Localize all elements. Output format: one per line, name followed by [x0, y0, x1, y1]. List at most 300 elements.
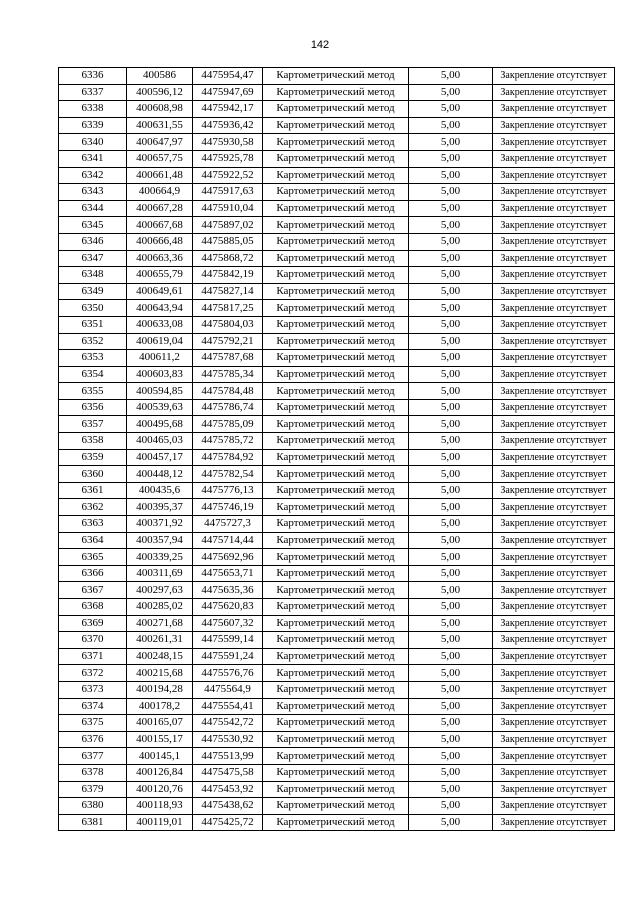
fixing-cell: Закрепление отсутствует	[493, 764, 615, 781]
table-row	[59, 681, 615, 698]
y-coordinate-cell: 4475804,03	[193, 316, 263, 333]
x-coordinate-cell: 400194,28	[127, 681, 193, 698]
fixing-cell: Закрепление отсутствует	[493, 482, 615, 499]
fixing-cell: Закрепление отсутствует	[493, 731, 615, 748]
accuracy-cell: 5,00	[409, 233, 493, 250]
accuracy-cell: 5,00	[409, 482, 493, 499]
x-coordinate-cell: 400649,61	[127, 283, 193, 300]
point-number-cell: 6341	[59, 150, 127, 167]
fixing-cell: Закрепление отсутствует	[493, 200, 615, 217]
fixing-cell: Закрепление отсутствует	[493, 316, 615, 333]
fixing-cell: Закрепление отсутствует	[493, 433, 615, 450]
fixing-cell: Закрепление отсутствует	[493, 632, 615, 649]
accuracy-cell: 5,00	[409, 433, 493, 450]
y-coordinate-cell: 4475786,74	[193, 399, 263, 416]
x-coordinate-cell: 400155,17	[127, 731, 193, 748]
x-coordinate-cell: 400118,93	[127, 798, 193, 815]
point-number-cell: 6345	[59, 217, 127, 234]
y-coordinate-cell: 4475453,92	[193, 781, 263, 798]
accuracy-cell: 5,00	[409, 565, 493, 582]
table-row	[59, 300, 615, 317]
y-coordinate-cell: 4475776,13	[193, 482, 263, 499]
y-coordinate-cell: 4475827,14	[193, 283, 263, 300]
accuracy-cell: 5,00	[409, 300, 493, 317]
accuracy-cell: 5,00	[409, 333, 493, 350]
accuracy-cell: 5,00	[409, 715, 493, 732]
x-coordinate-cell: 400661,48	[127, 167, 193, 184]
x-coordinate-cell: 400178,2	[127, 698, 193, 715]
fixing-cell: Закрепление отсутствует	[493, 466, 615, 483]
method-cell: Картометрический метод	[263, 250, 409, 267]
table-row	[59, 399, 615, 416]
y-coordinate-cell: 4475868,72	[193, 250, 263, 267]
accuracy-cell: 5,00	[409, 648, 493, 665]
table-row	[59, 781, 615, 798]
method-cell: Картометрический метод	[263, 665, 409, 682]
method-cell: Картометрический метод	[263, 565, 409, 582]
table-row	[59, 648, 615, 665]
point-number-cell: 6352	[59, 333, 127, 350]
x-coordinate-cell: 400647,97	[127, 134, 193, 151]
table-row	[59, 565, 615, 582]
y-coordinate-cell: 4475785,72	[193, 433, 263, 450]
y-coordinate-cell: 4475599,14	[193, 632, 263, 649]
accuracy-cell: 5,00	[409, 748, 493, 765]
x-coordinate-cell: 400285,02	[127, 599, 193, 616]
fixing-cell: Закрепление отсутствует	[493, 565, 615, 582]
method-cell: Картометрический метод	[263, 698, 409, 715]
y-coordinate-cell: 4475942,17	[193, 101, 263, 118]
table-row	[59, 748, 615, 765]
table-row	[59, 449, 615, 466]
point-number-cell: 6347	[59, 250, 127, 267]
fixing-cell: Закрепление отсутствует	[493, 117, 615, 134]
point-number-cell: 6354	[59, 366, 127, 383]
method-cell: Картометрический метод	[263, 582, 409, 599]
x-coordinate-cell: 400311,69	[127, 565, 193, 582]
table-row	[59, 267, 615, 284]
fixing-cell: Закрепление отсутствует	[493, 582, 615, 599]
fixing-cell: Закрепление отсутствует	[493, 715, 615, 732]
x-coordinate-cell: 400271,68	[127, 615, 193, 632]
method-cell: Картометрический метод	[263, 150, 409, 167]
x-coordinate-cell: 400633,08	[127, 316, 193, 333]
y-coordinate-cell: 4475438,62	[193, 798, 263, 815]
fixing-cell: Закрепление отсутствует	[493, 698, 615, 715]
fixing-cell: Закрепление отсутствует	[493, 350, 615, 367]
y-coordinate-cell: 4475936,42	[193, 117, 263, 134]
method-cell: Картометрический метод	[263, 648, 409, 665]
table-row	[59, 333, 615, 350]
fixing-cell: Закрепление отсутствует	[493, 532, 615, 549]
accuracy-cell: 5,00	[409, 731, 493, 748]
x-coordinate-cell: 400371,92	[127, 516, 193, 533]
table-row	[59, 499, 615, 516]
table-row	[59, 615, 615, 632]
point-number-cell: 6363	[59, 516, 127, 533]
y-coordinate-cell: 4475530,92	[193, 731, 263, 748]
method-cell: Картометрический метод	[263, 233, 409, 250]
fixing-cell: Закрепление отсутствует	[493, 233, 615, 250]
point-number-cell: 6336	[59, 68, 127, 85]
fixing-cell: Закрепление отсутствует	[493, 599, 615, 616]
accuracy-cell: 5,00	[409, 150, 493, 167]
table-row	[59, 68, 615, 85]
point-number-cell: 6342	[59, 167, 127, 184]
table-row	[59, 814, 615, 831]
table-row	[59, 582, 615, 599]
x-coordinate-cell: 400448,12	[127, 466, 193, 483]
point-number-cell: 6366	[59, 565, 127, 582]
point-number-cell: 6337	[59, 84, 127, 101]
x-coordinate-cell: 400608,98	[127, 101, 193, 118]
method-cell: Картометрический метод	[263, 117, 409, 134]
x-coordinate-cell: 400667,28	[127, 200, 193, 217]
y-coordinate-cell: 4475947,69	[193, 84, 263, 101]
accuracy-cell: 5,00	[409, 698, 493, 715]
accuracy-cell: 5,00	[409, 134, 493, 151]
table-row	[59, 383, 615, 400]
fixing-cell: Закрепление отсутствует	[493, 333, 615, 350]
table-row	[59, 632, 615, 649]
table-row	[59, 101, 615, 118]
table-row	[59, 84, 615, 101]
x-coordinate-cell: 400655,79	[127, 267, 193, 284]
y-coordinate-cell: 4475513,99	[193, 748, 263, 765]
fixing-cell: Закрепление отсутствует	[493, 516, 615, 533]
y-coordinate-cell: 4475591,24	[193, 648, 263, 665]
accuracy-cell: 5,00	[409, 781, 493, 798]
table-row	[59, 466, 615, 483]
x-coordinate-cell: 400596,12	[127, 84, 193, 101]
y-coordinate-cell: 4475925,78	[193, 150, 263, 167]
table-row	[59, 416, 615, 433]
y-coordinate-cell: 4475897,02	[193, 217, 263, 234]
x-coordinate-cell: 400611,2	[127, 350, 193, 367]
accuracy-cell: 5,00	[409, 416, 493, 433]
x-coordinate-cell: 400261,31	[127, 632, 193, 649]
accuracy-cell: 5,00	[409, 283, 493, 300]
accuracy-cell: 5,00	[409, 267, 493, 284]
point-number-cell: 6358	[59, 433, 127, 450]
table-body	[59, 68, 615, 831]
y-coordinate-cell: 4475746,19	[193, 499, 263, 516]
point-number-cell: 6371	[59, 648, 127, 665]
x-coordinate-cell: 400248,15	[127, 648, 193, 665]
point-number-cell: 6381	[59, 814, 127, 831]
point-number-cell: 6351	[59, 316, 127, 333]
table-row	[59, 167, 615, 184]
fixing-cell: Закрепление отсутствует	[493, 267, 615, 284]
fixing-cell: Закрепление отсутствует	[493, 449, 615, 466]
y-coordinate-cell: 4475787,68	[193, 350, 263, 367]
accuracy-cell: 5,00	[409, 764, 493, 781]
y-coordinate-cell: 4475653,71	[193, 565, 263, 582]
accuracy-cell: 5,00	[409, 184, 493, 201]
x-coordinate-cell: 400126,84	[127, 764, 193, 781]
x-coordinate-cell: 400215,68	[127, 665, 193, 682]
table-row	[59, 798, 615, 815]
point-number-cell: 6375	[59, 715, 127, 732]
x-coordinate-cell: 400643,94	[127, 300, 193, 317]
x-coordinate-cell: 400120,76	[127, 781, 193, 798]
fixing-cell: Закрепление отсутствует	[493, 814, 615, 831]
fixing-cell: Закрепление отсутствует	[493, 615, 615, 632]
y-coordinate-cell: 4475842,19	[193, 267, 263, 284]
x-coordinate-cell: 400631,55	[127, 117, 193, 134]
y-coordinate-cell: 4475692,96	[193, 549, 263, 566]
method-cell: Картометрический метод	[263, 350, 409, 367]
x-coordinate-cell: 400539,63	[127, 399, 193, 416]
table-row	[59, 665, 615, 682]
y-coordinate-cell: 4475784,92	[193, 449, 263, 466]
y-coordinate-cell: 4475576,76	[193, 665, 263, 682]
accuracy-cell: 5,00	[409, 250, 493, 267]
point-number-cell: 6349	[59, 283, 127, 300]
x-coordinate-cell: 400465,03	[127, 433, 193, 450]
table-row	[59, 698, 615, 715]
accuracy-cell: 5,00	[409, 366, 493, 383]
y-coordinate-cell: 4475475,58	[193, 764, 263, 781]
table-row	[59, 516, 615, 533]
method-cell: Картометрический метод	[263, 814, 409, 831]
fixing-cell: Закрепление отсутствует	[493, 366, 615, 383]
point-number-cell: 6365	[59, 549, 127, 566]
fixing-cell: Закрепление отсутствует	[493, 549, 615, 566]
point-number-cell: 6362	[59, 499, 127, 516]
method-cell: Картометрический метод	[263, 267, 409, 284]
accuracy-cell: 5,00	[409, 383, 493, 400]
page-number: 142	[310, 39, 330, 51]
y-coordinate-cell: 4475792,21	[193, 333, 263, 350]
method-cell: Картометрический метод	[263, 101, 409, 118]
x-coordinate-cell: 400594,85	[127, 383, 193, 400]
point-number-cell: 6348	[59, 267, 127, 284]
point-number-cell: 6360	[59, 466, 127, 483]
x-coordinate-cell: 400435,6	[127, 482, 193, 499]
fixing-cell: Закрепление отсутствует	[493, 101, 615, 118]
accuracy-cell: 5,00	[409, 84, 493, 101]
method-cell: Картометрический метод	[263, 416, 409, 433]
accuracy-cell: 5,00	[409, 814, 493, 831]
method-cell: Картометрический метод	[263, 134, 409, 151]
y-coordinate-cell: 4475425,72	[193, 814, 263, 831]
point-number-cell: 6357	[59, 416, 127, 433]
accuracy-cell: 5,00	[409, 449, 493, 466]
y-coordinate-cell: 4475817,25	[193, 300, 263, 317]
method-cell: Картометрический метод	[263, 283, 409, 300]
method-cell: Картометрический метод	[263, 466, 409, 483]
accuracy-cell: 5,00	[409, 665, 493, 682]
fixing-cell: Закрепление отсутствует	[493, 283, 615, 300]
accuracy-cell: 5,00	[409, 350, 493, 367]
point-number-cell: 6368	[59, 599, 127, 616]
method-cell: Картометрический метод	[263, 433, 409, 450]
point-number-cell: 6338	[59, 101, 127, 118]
method-cell: Картометрический метод	[263, 715, 409, 732]
method-cell: Картометрический метод	[263, 449, 409, 466]
point-number-cell: 6373	[59, 681, 127, 698]
method-cell: Картометрический метод	[263, 167, 409, 184]
table-row	[59, 316, 615, 333]
fixing-cell: Закрепление отсутствует	[493, 748, 615, 765]
table-row	[59, 283, 615, 300]
accuracy-cell: 5,00	[409, 217, 493, 234]
y-coordinate-cell: 4475564,9	[193, 681, 263, 698]
point-number-cell: 6364	[59, 532, 127, 549]
table-row	[59, 150, 615, 167]
table-row	[59, 549, 615, 566]
x-coordinate-cell: 400495,68	[127, 416, 193, 433]
fixing-cell: Закрепление отсутствует	[493, 300, 615, 317]
method-cell: Картометрический метод	[263, 333, 409, 350]
y-coordinate-cell: 4475620,83	[193, 599, 263, 616]
x-coordinate-cell: 400297,63	[127, 582, 193, 599]
method-cell: Картометрический метод	[263, 599, 409, 616]
point-number-cell: 6344	[59, 200, 127, 217]
point-number-cell: 6346	[59, 233, 127, 250]
method-cell: Картометрический метод	[263, 300, 409, 317]
accuracy-cell: 5,00	[409, 399, 493, 416]
method-cell: Картометрический метод	[263, 798, 409, 815]
fixing-cell: Закрепление отсутствует	[493, 499, 615, 516]
point-number-cell: 6367	[59, 582, 127, 599]
x-coordinate-cell: 400457,17	[127, 449, 193, 466]
accuracy-cell: 5,00	[409, 632, 493, 649]
table-row	[59, 217, 615, 234]
method-cell: Картометрический метод	[263, 615, 409, 632]
x-coordinate-cell: 400603,83	[127, 366, 193, 383]
fixing-cell: Закрепление отсутствует	[493, 84, 615, 101]
point-number-cell: 6379	[59, 781, 127, 798]
table-row	[59, 200, 615, 217]
method-cell: Картометрический метод	[263, 84, 409, 101]
table-row	[59, 184, 615, 201]
y-coordinate-cell: 4475542,72	[193, 715, 263, 732]
table-row	[59, 350, 615, 367]
accuracy-cell: 5,00	[409, 466, 493, 483]
y-coordinate-cell: 4475917,63	[193, 184, 263, 201]
y-coordinate-cell: 4475635,36	[193, 582, 263, 599]
y-coordinate-cell: 4475930,58	[193, 134, 263, 151]
y-coordinate-cell: 4475954,47	[193, 68, 263, 85]
x-coordinate-cell: 400619,04	[127, 333, 193, 350]
y-coordinate-cell: 4475784,48	[193, 383, 263, 400]
accuracy-cell: 5,00	[409, 516, 493, 533]
fixing-cell: Закрепление отсутствует	[493, 383, 615, 400]
x-coordinate-cell: 400657,75	[127, 150, 193, 167]
fixing-cell: Закрепление отсутствует	[493, 681, 615, 698]
accuracy-cell: 5,00	[409, 798, 493, 815]
x-coordinate-cell: 400666,48	[127, 233, 193, 250]
method-cell: Картометрический метод	[263, 731, 409, 748]
accuracy-cell: 5,00	[409, 615, 493, 632]
accuracy-cell: 5,00	[409, 499, 493, 516]
table-row	[59, 433, 615, 450]
point-number-cell: 6369	[59, 615, 127, 632]
table-row	[59, 250, 615, 267]
accuracy-cell: 5,00	[409, 681, 493, 698]
table-row	[59, 117, 615, 134]
accuracy-cell: 5,00	[409, 549, 493, 566]
y-coordinate-cell: 4475885,05	[193, 233, 263, 250]
fixing-cell: Закрепление отсутствует	[493, 416, 615, 433]
table-row	[59, 731, 615, 748]
method-cell: Картометрический метод	[263, 549, 409, 566]
method-cell: Картометрический метод	[263, 316, 409, 333]
fixing-cell: Закрепление отсутствует	[493, 150, 615, 167]
method-cell: Картометрический метод	[263, 532, 409, 549]
table-row	[59, 233, 615, 250]
fixing-cell: Закрепление отсутствует	[493, 184, 615, 201]
method-cell: Картометрический метод	[263, 632, 409, 649]
accuracy-cell: 5,00	[409, 599, 493, 616]
fixing-cell: Закрепление отсутствует	[493, 665, 615, 682]
table-row	[59, 715, 615, 732]
fixing-cell: Закрепление отсутствует	[493, 250, 615, 267]
x-coordinate-cell: 400667,68	[127, 217, 193, 234]
table-row	[59, 764, 615, 781]
x-coordinate-cell: 400145,1	[127, 748, 193, 765]
method-cell: Картометрический метод	[263, 748, 409, 765]
x-coordinate-cell: 400395,37	[127, 499, 193, 516]
point-number-cell: 6343	[59, 184, 127, 201]
point-number-cell: 6355	[59, 383, 127, 400]
method-cell: Картометрический метод	[263, 516, 409, 533]
accuracy-cell: 5,00	[409, 316, 493, 333]
y-coordinate-cell: 4475922,52	[193, 167, 263, 184]
method-cell: Картометрический метод	[263, 68, 409, 85]
x-coordinate-cell: 400664,9	[127, 184, 193, 201]
y-coordinate-cell: 4475714,44	[193, 532, 263, 549]
fixing-cell: Закрепление отсутствует	[493, 134, 615, 151]
fixing-cell: Закрепление отсутствует	[493, 217, 615, 234]
y-coordinate-cell: 4475727,3	[193, 516, 263, 533]
fixing-cell: Закрепление отсутствует	[493, 798, 615, 815]
accuracy-cell: 5,00	[409, 167, 493, 184]
method-cell: Картометрический метод	[263, 681, 409, 698]
point-number-cell: 6370	[59, 632, 127, 649]
point-number-cell: 6377	[59, 748, 127, 765]
accuracy-cell: 5,00	[409, 532, 493, 549]
table-row	[59, 482, 615, 499]
fixing-cell: Закрепление отсутствует	[493, 781, 615, 798]
accuracy-cell: 5,00	[409, 582, 493, 599]
fixing-cell: Закрепление отсутствует	[493, 167, 615, 184]
coordinates-table	[58, 67, 615, 831]
y-coordinate-cell: 4475554,41	[193, 698, 263, 715]
fixing-cell: Закрепление отсутствует	[493, 68, 615, 85]
method-cell: Картометрический метод	[263, 482, 409, 499]
x-coordinate-cell: 400663,36	[127, 250, 193, 267]
point-number-cell: 6372	[59, 665, 127, 682]
y-coordinate-cell: 4475910,04	[193, 200, 263, 217]
point-number-cell: 6350	[59, 300, 127, 317]
table-row	[59, 599, 615, 616]
accuracy-cell: 5,00	[409, 68, 493, 85]
x-coordinate-cell: 400586	[127, 68, 193, 85]
point-number-cell: 6359	[59, 449, 127, 466]
accuracy-cell: 5,00	[409, 117, 493, 134]
point-number-cell: 6340	[59, 134, 127, 151]
x-coordinate-cell: 400339,25	[127, 549, 193, 566]
method-cell: Картометрический метод	[263, 217, 409, 234]
y-coordinate-cell: 4475785,34	[193, 366, 263, 383]
table-row	[59, 134, 615, 151]
point-number-cell: 6353	[59, 350, 127, 367]
point-number-cell: 6380	[59, 798, 127, 815]
table-row	[59, 366, 615, 383]
